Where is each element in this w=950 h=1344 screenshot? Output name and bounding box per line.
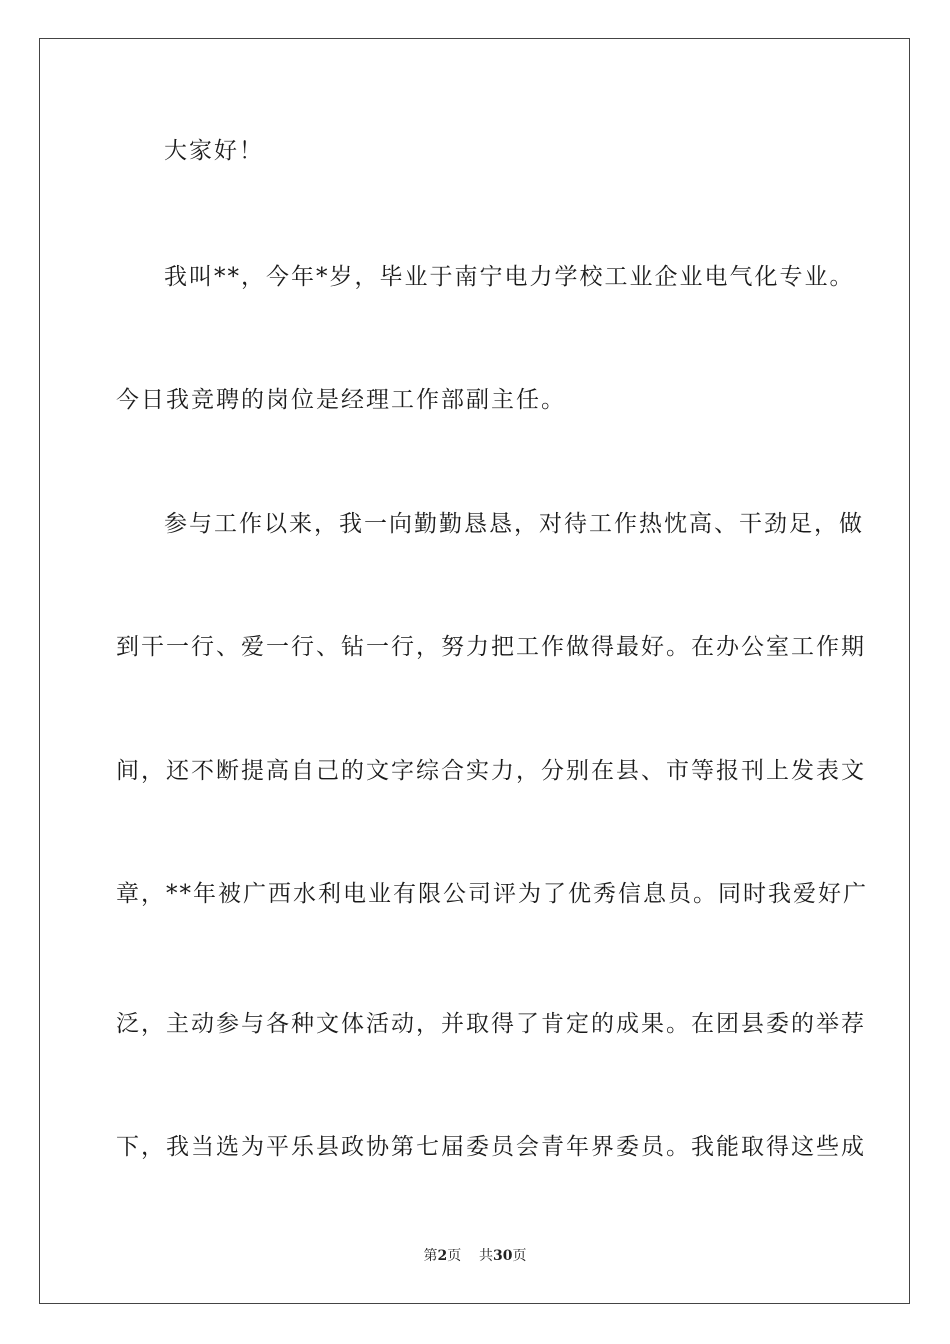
paragraph-line: 章，**年被广西水利电业有限公司评为了优秀信息员。同时我爱好广 [116, 881, 868, 907]
paragraph-line: 下，我当选为平乐县政协第七届委员会青年界委员。我能取得这些成 [116, 1134, 866, 1160]
page-footer [0, 1246, 950, 1266]
page-suffix: 页 [447, 1248, 462, 1264]
greeting-line: 大家好！ [164, 138, 264, 164]
paragraph-line: 间，还不断提高自己的文字综合实力，分别在县、市等报刊上发表文 [116, 758, 866, 784]
page-border [39, 38, 910, 1304]
paragraph-line: 我叫**，今年*岁，毕业于南宁电力学校工业企业电气化专业。 [164, 264, 855, 290]
page-prefix: 第 [423, 1248, 438, 1264]
total-pages: 30 [493, 1248, 513, 1264]
paragraph-line: 今日我竞聘的岗位是经理工作部副主任。 [116, 387, 566, 413]
paragraph-line: 参与工作以来，我一向勤勤恳恳，对待工作热忱高、干劲足，做 [164, 511, 864, 537]
page-number: 2 [437, 1248, 448, 1264]
paragraph-line: 泛，主动参与各种文体活动，并取得了肯定的成果。在团县委的举荐 [116, 1011, 866, 1037]
total-suffix: 页 [512, 1248, 527, 1264]
total-prefix: 共 [479, 1248, 494, 1264]
paragraph-line: 到干一行、爱一行、钻一行，努力把工作做得最好。在办公室工作期 [116, 634, 866, 660]
